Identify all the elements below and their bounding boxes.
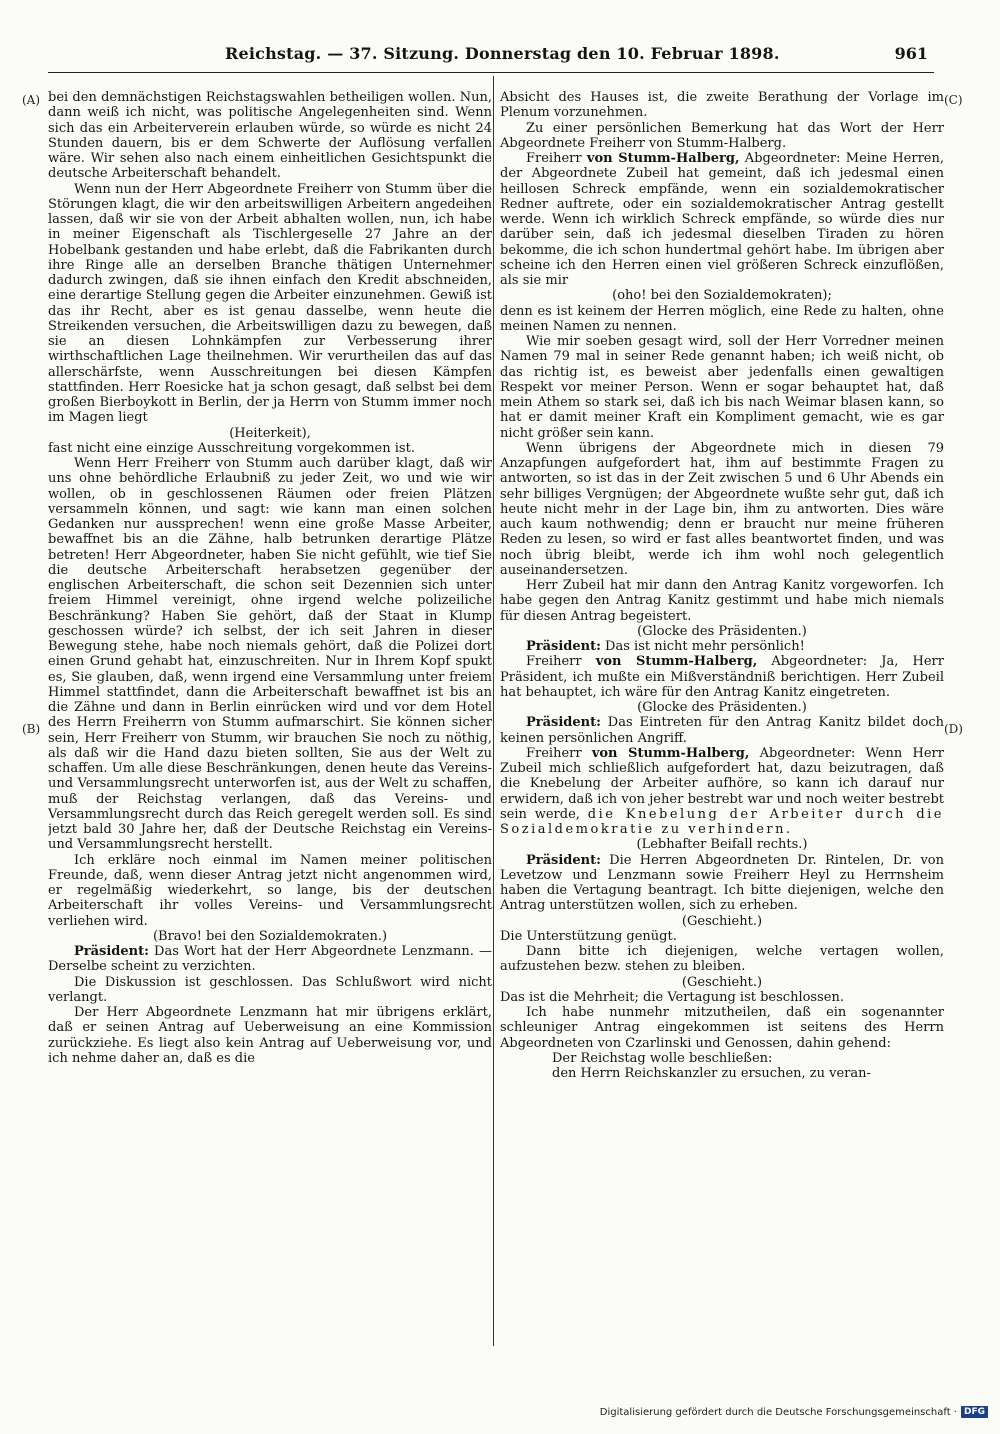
paragraph-text: den Herrn Reichskanzler zu ersuchen, zu veran- bbox=[552, 1066, 871, 1081]
paragraph bbox=[48, 975, 492, 1006]
paragraph bbox=[48, 426, 492, 441]
paragraph bbox=[500, 624, 944, 639]
paragraph-text: Abgeordneter: Wenn Herr Zubeil mich schließlich aufgefordert hat, dazu beizutragen, daß die Knebelung der Arbeiter aufhöre, so kann ich darauf nur erwidern, daß ich von jeher bestrebt war und noch weiter bestrebt sein werde, bbox=[500, 745, 944, 822]
paragraph-text: Herr Zubeil hat mir dann den Antrag Kanitz vorgeworfen. Ich habe gegen den Antrag Kanitz gestimmt und habe mich niemals für diesen Antrag begeistert. bbox=[500, 578, 944, 624]
speaker-name: von Stumm-Halberg, bbox=[595, 654, 758, 670]
right-column bbox=[500, 90, 944, 1345]
left-column bbox=[48, 90, 492, 1345]
paragraph-text: (Heiterkeit), bbox=[229, 425, 311, 441]
paragraph bbox=[500, 715, 944, 746]
page-header bbox=[0, 44, 1000, 70]
paragraph-text: Absicht des Hauses ist, die zweite Berathung der Vorlage im Plenum vorzunehmen. bbox=[500, 90, 944, 121]
paragraph-text: Die Herren Abgeordneten Dr. Rintelen, Dr. von Levetzow und Lenzmann sowie Freiherr Heyl zu Herrnsheim haben die Vertagung beantragt. Ich bitte diejenigen, welche den Antrag unterstützen wollen, sich zu erheben. bbox=[500, 852, 944, 914]
paragraph bbox=[500, 121, 944, 152]
paragraph-text: bei den demnächstigen Reichstagswahlen betheiligen wollen. Nun, dann weiß ich nicht, was politische Angelegenheiten sind. Wenn sich das ein Arbeiterverein erlauben würde, so würde es nicht 24 Stunden dauern, bis er dem Schwerte der Auflösung verfallen wäre. Wir sehen also nach einem einheitlichen Gesichtspunkt die deutsche Arbeiterschaft behandelt. bbox=[48, 90, 492, 182]
paragraph-text: Wenn Herr Freiherr von Stumm auch darüber klagt, daß wir uns ohne behördliche Erlaubniß zu jeder Zeit, wo und wie wir wollen, ob in geschlossenen Räumen oder freien Plätzen versammeln können, und sagt: wie kann man einen solchen Gedanken nur aussprechen! wenn eine große Masse Arbeiter, bewaffnet bis an die Zähne, halb betrunken derartige Plätze betreten! Herr Abgeordneter, haben Sie nicht gefühlt, wie tief Sie die deutsche Arbeiterschaft herabsetzen gegenüber der englischen Arbeiterschaft, die schon seit Dezennien sich unter freiem Himmel vereinigt, ohne irgend welche polizeiliche Beschränkung? Haben Sie gehört, daß der Staat in Klump geschossen würde? ich selbst, der ich seit Jahren in dieser Bewegung stehe, habe noch niemals gehört, daß die Polizei dort einen Grund gehabt hat, einzuschreiten. Nur in Ihrem Kopf spukt es, Sie glauben, daß, wenn irgend eine Versammlung unter freiem Himmel stattfindet, dann die Arbeiterschaft bewaffnet ist bis an die Zähne und dann in Berlin einrücken wird und vor dem Hotel des Herrn Freiherrn von Stumm aufmarschirt. Sie können sicher sein, Herr Freiherr von Stumm, wir brauchen Sie noch zu nöthig, als daß wir die Hand dazu bieten sollten, Sie aus der Welt zu schaffen. Um alle diese Beschränkungen, denen heute das Vereins- und Versammlungsrecht unterworfen ist, aus der Welt zu schaffen, muß der Reichstag verlangen, daß das Vereins- und Versammlungsrecht durch das Reich geregelt werden soll. Es sind jetzt bald 30 Jahre her, daß der Deutsche Reichstag ein Vereins- und Versammlungsrecht herstellt. bbox=[48, 456, 492, 853]
paragraph-text: Die Unterstützung genügt. bbox=[500, 928, 677, 944]
paragraph bbox=[500, 837, 944, 852]
paragraph-text: Dann bitte ich diejenigen, welche vertagen wollen, aufzustehen bezw. stehen zu bleiben. bbox=[500, 944, 944, 975]
margin-marker-c: (C) bbox=[944, 93, 963, 107]
paragraph-text: Abgeordneter: Ja, Herr Präsident, ich mußte ein Mißverständniß berichtigen. Herr Zubeil hat behauptet, ich wäre für den Antrag Kanitz eingetreten. bbox=[500, 654, 944, 700]
paragraph bbox=[48, 182, 492, 426]
paragraph bbox=[500, 578, 944, 624]
speaker-name: von Stumm-Halberg, bbox=[591, 745, 750, 761]
paragraph bbox=[500, 639, 944, 654]
paragraph bbox=[500, 1066, 944, 1081]
paragraph-text: Wenn nun der Herr Abgeordnete Freiherr von Stumm über die Störungen klagt, die wir den arbeitswilligen Arbeitern angedeihen lassen, daß wir sie von der Arbeit abhalten wollen, nun, ich habe in meiner Eigenschaft als Tischlergeselle 27 Jahre an der Hobelbank gestanden und habe erlebt, daß die Fabrikanten durch ihre Ringe alle an derselben Branche thätigen Unternehmer dadurch zwingen, daß sie ihnen einfach den Kredit abschneiden, eine derartige Stellung gegen die Arbeiter einzunehmen. Gewiß ist das ihr Recht, aber es ist genau dasselbe, wenn heute die Streikenden versuchen, die Arbeitswilligen dazu zu bewegen, daß sie an diesen Lohnkämpfen zur Verbesserung ihrer wirthschaftlichen Lage theilnehmen. Wir verurtheilen das auf das allerschärfste, wenn Ausschreitungen bei diesen Kämpfen stattfinden. Herr Roesicke hat ja schon gesagt, daß selbst bei dem großen Bierboykott in Berlin, der ja Herrn von Stumm immer noch im Magen liegt bbox=[48, 181, 492, 426]
paragraph-text: Das Eintreten für den Antrag Kanitz bildet doch keinen persönlichen Angriff. bbox=[500, 715, 944, 746]
speaker-prefix: Freiherr bbox=[526, 745, 592, 761]
dfg-logo: DFG bbox=[961, 1406, 988, 1418]
speaker-name: Präsident: bbox=[526, 852, 601, 868]
paragraph bbox=[500, 654, 944, 700]
paragraph-text: Der Reichstag wolle beschließen: bbox=[552, 1050, 773, 1066]
paragraph-text: Ich erkläre noch einmal im Namen meiner politischen Freunde, daß, wenn dieser Antrag jetzt nicht angenommen wird, er regelmäßig wiederkehrt, so lange, bis der deutschen Arbeiterschaft ihr volles Vereins- und Versammlungsrecht verliehen wird. bbox=[48, 852, 492, 929]
paragraph bbox=[500, 1005, 944, 1051]
margin-marker-d: (D) bbox=[944, 722, 963, 736]
paragraph bbox=[500, 334, 944, 441]
paragraph bbox=[500, 944, 944, 975]
paragraph-text: (Glocke des Präsidenten.) bbox=[637, 700, 807, 715]
speaker-name: Präsident: bbox=[74, 944, 149, 959]
paragraph-text: (Lebhafter Beifall rechts.) bbox=[636, 837, 808, 853]
paragraph-text: denn es ist keinem der Herren möglich, eine Rede zu halten, ohne meinen Namen zu nennen. bbox=[500, 303, 944, 334]
paragraph-text: Zu einer persönlichen Bemerkung hat das Wort der Herr Abgeordnete Freiherr von Stumm-Halberg. bbox=[500, 120, 944, 151]
paragraph-text: Ich habe nunmehr mitzutheilen, daß ein sogenannter schleuniger Antrag eingekommen ist seitens des Herrn Abgeordneten von Czarlinski und Genossen, dahin gehend: bbox=[500, 1005, 944, 1051]
paragraph bbox=[500, 853, 944, 914]
paragraph bbox=[500, 975, 944, 990]
paragraph-text: (Glocke des Präsidenten.) bbox=[637, 623, 807, 639]
paragraph-text: (Geschieht.) bbox=[681, 974, 763, 990]
paragraph bbox=[500, 441, 944, 578]
speaker-name: von Stumm-Halberg, bbox=[586, 151, 740, 166]
speaker-name: Präsident: bbox=[526, 715, 601, 731]
speaker-name: Präsident: bbox=[526, 639, 601, 654]
page-number: 961 bbox=[894, 44, 928, 63]
emphasized-text: die Knebelung der Arbeiter durch die Sozialdemokratie zu verhindern. bbox=[500, 806, 944, 837]
paragraph bbox=[500, 304, 944, 335]
paragraph-text: fast nicht eine einzige Ausschreitung vorgekommen ist. bbox=[48, 440, 415, 456]
paragraph bbox=[48, 944, 492, 975]
paragraph bbox=[48, 456, 492, 853]
margin-marker-a: (A) bbox=[22, 93, 41, 107]
header-rule bbox=[48, 72, 934, 73]
paragraph bbox=[48, 853, 492, 929]
paragraph-text: (oho! bei den Sozialdemokraten); bbox=[612, 288, 832, 304]
paragraph bbox=[500, 151, 944, 288]
paragraph bbox=[48, 1005, 492, 1066]
paragraph-text: (Bravo! bei den Sozialdemokraten.) bbox=[152, 928, 388, 944]
speaker-prefix: Freiherr bbox=[526, 654, 596, 670]
paragraph bbox=[500, 746, 944, 838]
paragraph bbox=[500, 914, 944, 929]
paragraph bbox=[500, 1051, 944, 1066]
paragraph bbox=[48, 90, 492, 182]
paragraph-text: Die Diskussion ist geschlossen. Das Schlußwort wird nicht verlangt. bbox=[48, 974, 492, 1005]
paragraph-text: Das Wort hat der Herr Abgeordnete Lenzmann. — Derselbe scheint zu verzichten. bbox=[48, 944, 492, 975]
paragraph-text: Der Herr Abgeordnete Lenzmann hat mir übrigens erklärt, daß er seinen Antrag auf Ueberweisung an eine Kommission zurückziehe. Es liegt also kein Antrag auf Ueberweisung vor, und ich nehme daher an, daß es die bbox=[48, 1005, 492, 1066]
paragraph bbox=[500, 90, 944, 121]
footer-text: Digitalisierung gefördert durch die Deutsche Forschungsgemeinschaft · bbox=[599, 1406, 957, 1418]
paragraph-text: Das ist nicht mehr persönlich! bbox=[600, 639, 805, 654]
speaker-prefix: Freiherr bbox=[526, 151, 587, 166]
paragraph-text: (Geschieht.) bbox=[681, 913, 763, 929]
paragraph bbox=[48, 441, 492, 456]
margin-marker-b: (B) bbox=[22, 722, 41, 736]
paragraph-text: Das ist die Mehrheit; die Vertagung ist beschlossen. bbox=[500, 989, 844, 1005]
paragraph-text: Wenn übrigens der Abgeordnete mich in diesen 79 Anzapfungen aufgefordert hat, ihm auf bestimmte Fragen zu antworten, so ist das in der Zeit zwischen 5 und 6 Uhr Abends ein sehr billiges Vergnügen; der Abgeordnete wußte sehr gut, daß ich heute nicht mehr in der Lage bin, ihm zu antworten. Dies wäre auch kaum nothwendig; denn er braucht nur meine früheren Reden zu lesen, so wird er fast alles beantwortet finden, und was noch übrig bleibt, werde ich ihm wohl noch gelegentlich auseinandersetzen. bbox=[500, 440, 944, 578]
paragraph bbox=[48, 929, 492, 944]
paragraph-text: Abgeordneter: Meine Herren, der Abgeordnete Zubeil hat gemeint, daß ich jedesmal einen heillosen Schreck empfände, wenn ein sozialdemokratischer Redner auftrete, oder ein sozialdemokratischer Antrag gestellt werde. Wenn ich wirklich Schreck empfände, so würde dies nur darüber sein, daß ich jedesmal dieselben Tiraden zu hören bekomme, die ich schon hundertmal gehört habe. Im übrigen aber scheine ich den Herren einen viel größeren Schreck einzuflößen, als sie mir bbox=[500, 151, 944, 288]
paragraph bbox=[500, 700, 944, 715]
paragraph bbox=[500, 288, 944, 303]
footer-credit bbox=[600, 1406, 988, 1418]
paragraph bbox=[500, 990, 944, 1005]
paragraph bbox=[500, 929, 944, 944]
running-title: Reichstag. — 37. Sitzung. Donnerstag den 10. Februar 1898. bbox=[225, 44, 780, 63]
column-divider bbox=[493, 76, 494, 1346]
paragraph-text: Wie mir soeben gesagt wird, soll der Herr Vorredner meinen Namen 79 mal in seiner Rede genannt haben; ich weiß nicht, ob das richtig ist, es beweist aber jedenfalls einen gewaltigen Respekt vor meiner Person. Wenn er sogar behauptet hat, daß mein Athem so stark sei, daß ich bis nach Weimar blasen kann, so hat er damit meiner Kraft ein Kompliment gemacht, wie es gar nicht größer sein kann. bbox=[500, 334, 944, 441]
